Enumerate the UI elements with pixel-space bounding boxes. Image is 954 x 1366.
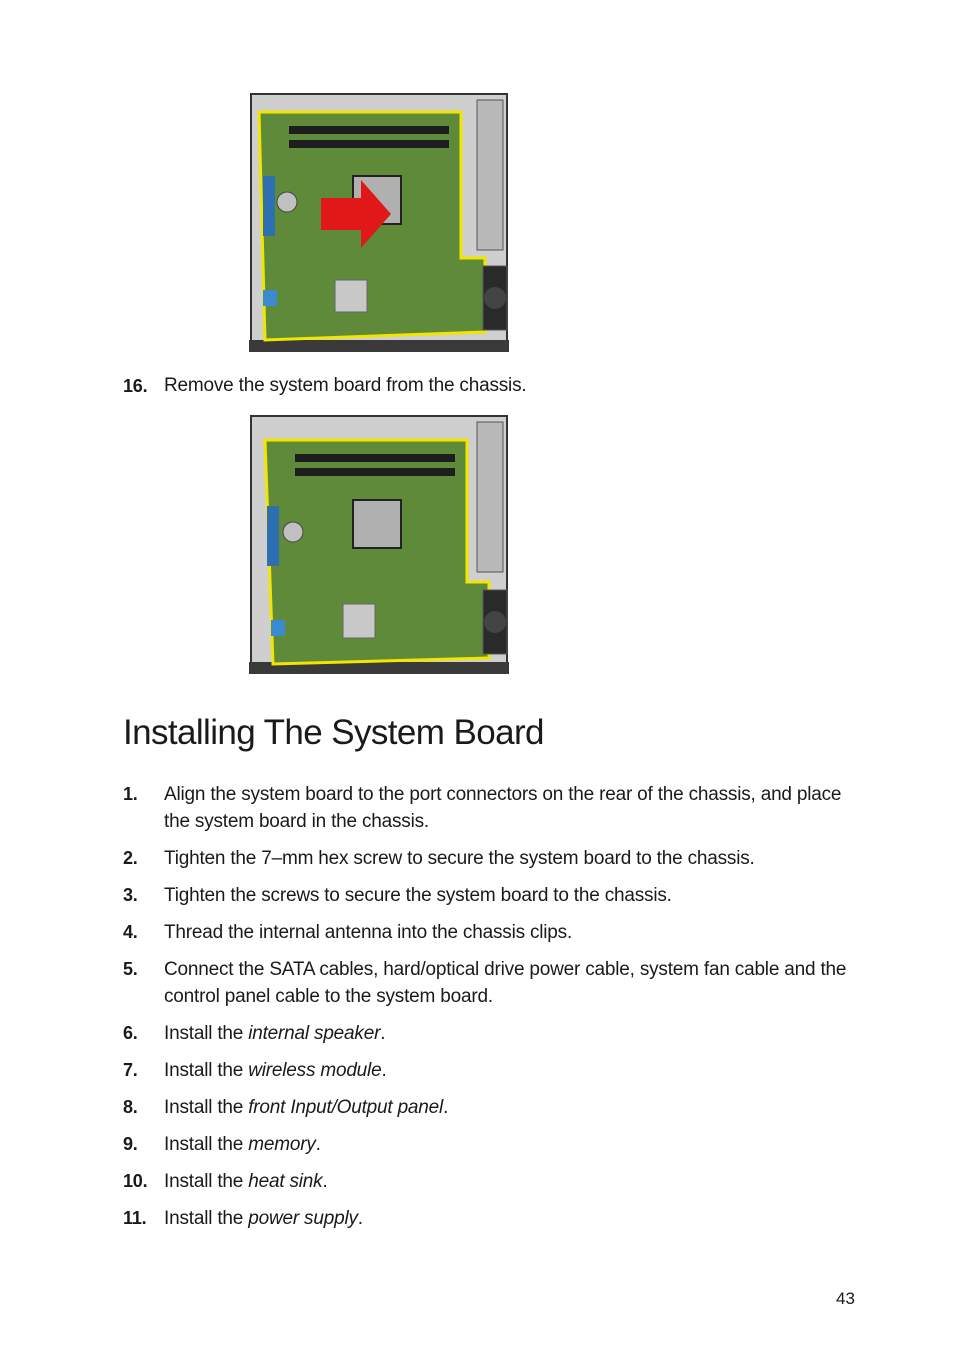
step-10 — [123, 1168, 863, 1195]
heatsink-chip — [335, 280, 367, 312]
cpu-socket — [353, 500, 401, 548]
section-heading: Installing The System Board — [123, 713, 544, 752]
step-prefix: Install the — [164, 1060, 249, 1081]
fan-hub — [484, 287, 506, 309]
cmos-battery — [283, 522, 303, 542]
memory-slot — [289, 140, 449, 148]
step-6 — [123, 1020, 863, 1047]
step-text: Thread the internal antenna into the chassis clips. — [164, 922, 573, 943]
step-text: Connect the SATA cables, hard/optical drive power cable, system fan cable and the control panel cable to the system board. — [164, 959, 847, 1007]
step-prefix: Install the — [164, 1097, 249, 1118]
step-number: 6. — [123, 1023, 138, 1043]
system-board-figure-arrow — [249, 90, 511, 354]
wireless-module-link[interactable]: wireless module — [248, 1060, 382, 1081]
step-7 — [123, 1057, 863, 1084]
step-suffix: . — [357, 1208, 363, 1229]
step-number: 11. — [123, 1208, 147, 1228]
vga-port — [267, 506, 279, 566]
step-number: 9. — [123, 1134, 138, 1154]
step-suffix: . — [315, 1134, 321, 1155]
step-number: 4. — [123, 922, 138, 942]
step-suffix: . — [380, 1023, 386, 1044]
installation-steps — [123, 781, 863, 1242]
audio-port — [271, 620, 285, 636]
step-9 — [123, 1131, 863, 1158]
memory-slot — [295, 454, 455, 462]
step-prefix: Install the — [164, 1134, 249, 1155]
chassis-side — [477, 422, 503, 572]
chassis-side — [477, 100, 503, 250]
heat-sink-link[interactable]: heat sink — [248, 1171, 323, 1192]
step-prefix: Install the — [164, 1171, 249, 1192]
step-8 — [123, 1094, 863, 1121]
page-number: 43 — [836, 1289, 855, 1308]
step-number: 1. — [123, 784, 138, 804]
step-text: Align the system board to the port connectors on the rear of the chassis, and place the system board in the chassis. — [164, 784, 842, 832]
system-board-illustration — [249, 90, 511, 354]
step-number: 16. — [123, 376, 148, 396]
step-number: 8. — [123, 1097, 138, 1117]
cmos-battery — [277, 192, 297, 212]
step-2 — [123, 845, 863, 872]
system-board-figure — [249, 412, 511, 678]
step-3 — [123, 882, 863, 909]
system-board-illustration — [249, 412, 511, 678]
fan-hub — [484, 611, 506, 633]
step-text: Remove the system board from the chassis. — [164, 375, 527, 396]
power-supply-link[interactable]: power supply — [248, 1208, 358, 1229]
step-text: Tighten the 7–mm hex screw to secure the system board to the chassis. — [164, 848, 755, 869]
step-suffix: . — [443, 1097, 449, 1118]
heatsink-chip — [343, 604, 375, 638]
memory-slot — [295, 468, 455, 476]
step-number: 2. — [123, 848, 138, 868]
step-11 — [123, 1205, 863, 1232]
audio-port — [263, 290, 277, 306]
step-suffix: . — [381, 1060, 387, 1081]
step-4 — [123, 919, 863, 946]
step-number: 7. — [123, 1060, 138, 1080]
step-prefix: Install the — [164, 1023, 249, 1044]
vga-port — [263, 176, 275, 236]
step-1 — [123, 781, 863, 835]
step-text: Tighten the screws to secure the system board to the chassis. — [164, 885, 672, 906]
step-number: 3. — [123, 885, 138, 905]
step-suffix: . — [322, 1171, 328, 1192]
front-io-panel-link[interactable]: front Input/Output panel — [248, 1097, 444, 1118]
step-5 — [123, 956, 863, 1010]
memory-link[interactable]: memory — [248, 1134, 316, 1155]
internal-speaker-link[interactable]: internal speaker — [248, 1023, 381, 1044]
step-number: 10. — [123, 1171, 148, 1191]
chassis-edge — [249, 340, 509, 352]
memory-slot — [289, 126, 449, 134]
step-prefix: Install the — [164, 1208, 249, 1229]
step-number: 5. — [123, 959, 138, 979]
